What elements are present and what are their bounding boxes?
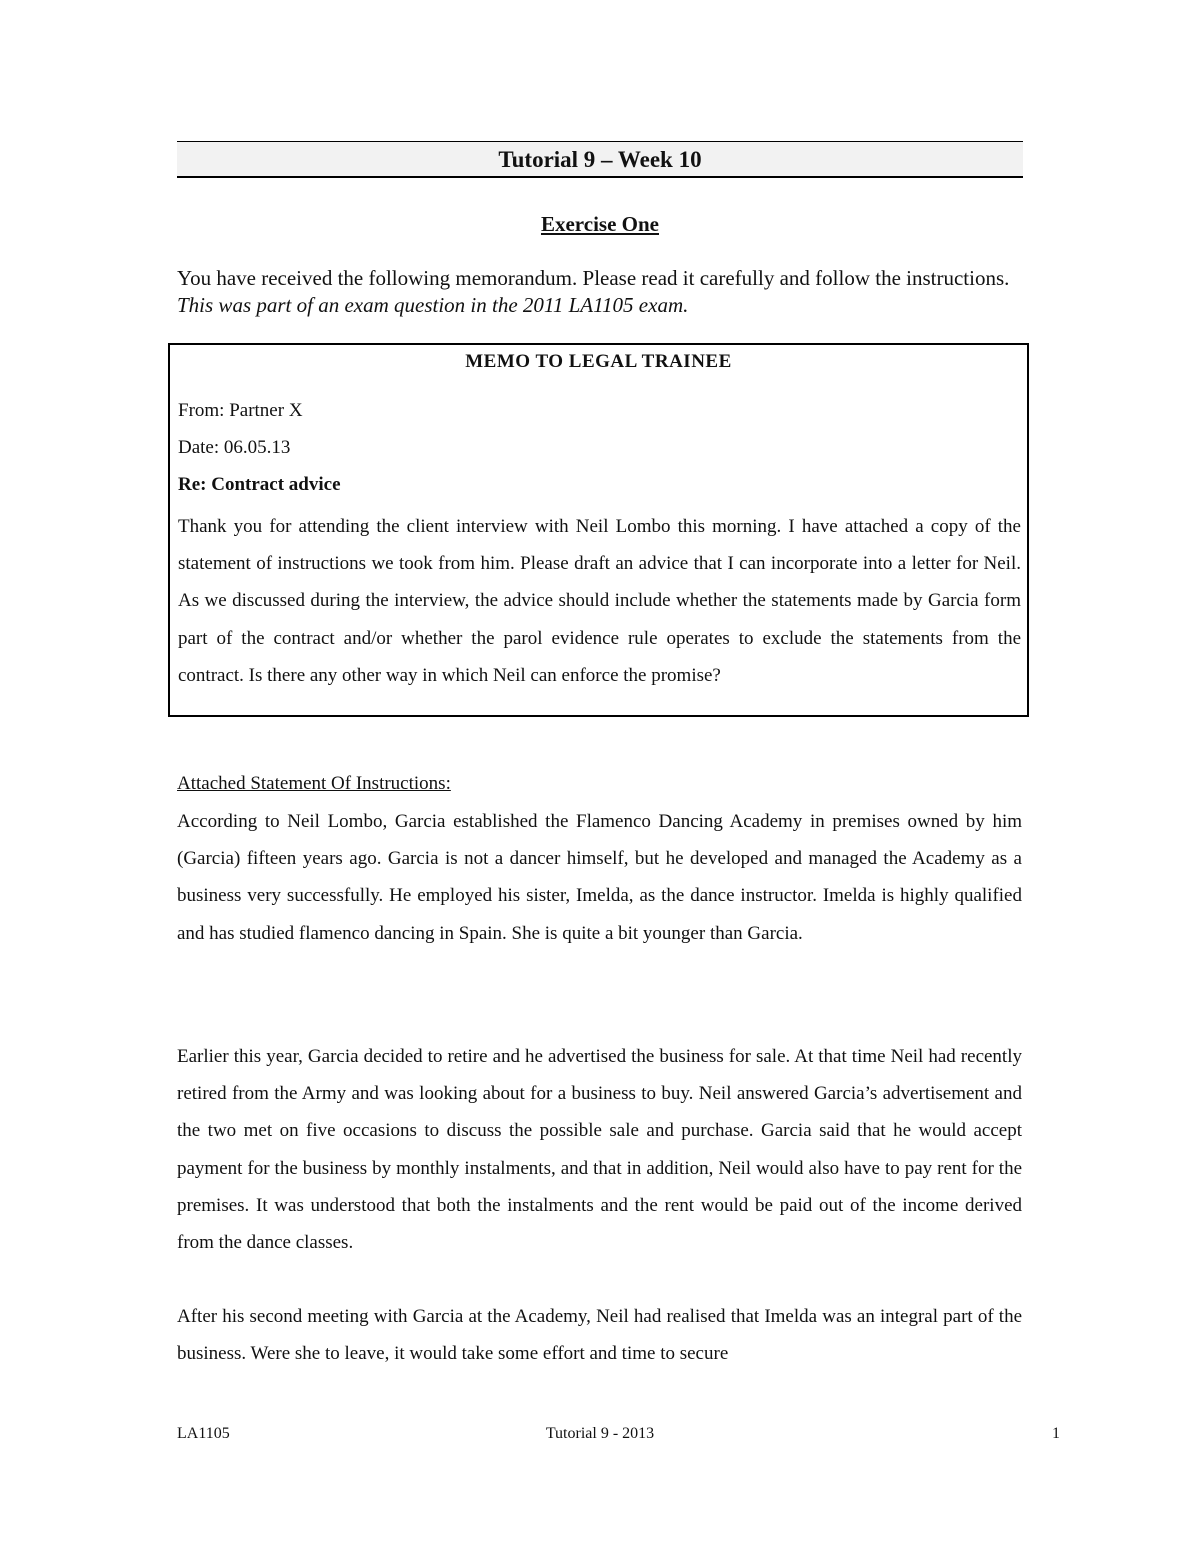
statement-paragraph: According to Neil Lombo, Garcia established the Flamenco Dancing Academy in premises owned by him (Garcia) fifteen years ago. Garcia is not a dancer himself, but he developed and managed the Academy as a business very successfully. He employed his sister, Imelda, as the dance instructor. Imelda is highly qualified and has studied flamenco dancing in Spain. She is quite a bit younger than Garcia. [177,811,1022,944]
memo-box [168,343,1029,717]
title-bar [177,141,1023,178]
memo-heading: MEMO TO LEGAL TRAINEE [465,351,732,372]
intro-paragraph [177,265,1023,319]
page-title: Tutorial 9 – Week 10 [498,147,702,172]
statement-paragraph: After his second meeting with Garcia at the Academy, Neil had realised that Imelda was an integral part of the business. Were she to leave, it would take some effort and time to secure [177,1306,1022,1365]
footer-page-number: 1 [1052,1425,1060,1442]
intro-italic-note: This was part of an exam question in the 2011 LA1105 exam. [177,293,689,317]
footer-title: Tutorial 9 - 2013 [545,1425,655,1442]
exercise-title: Exercise One [540,212,659,236]
footer-course-code: LA1105 [177,1425,230,1442]
statement-heading: Attached Statement Of Instructions: [177,773,451,794]
statement-paragraph: Earlier this year, Garcia decided to retire and he advertised the business for sale. At that time Neil had recently retired from the Army and was looking about for a business to buy. Neil answered Garcia’s advertisement and the two met on five occasions to discuss the possible sale and purchase. Garcia said that he would accept payment for the business by monthly instalments, and that in addition, Neil would also have to pay rent for the premises. It was understood that both the instalments and the rent would be paid out of the income derived from the dance classes. [177,1046,1022,1254]
memo-from: From: Partner X [178,400,303,421]
intro-text: You have received the following memorandum. Please read it carefully and follow the instructions. [177,266,1010,290]
memo-subject: Re: Contract advice [178,474,341,495]
memo-body: Thank you for attending the client interview with Neil Lombo this morning. I have attached a copy of the statement of instructions we took from him. Please draft an advice that I can incorporate into a letter for Neil. As we discussed during the interview, the advice should include whether the statements made by Garcia form part of the contract and/or whether the parol evidence rule operates to exclude the statements from the contract. Is there any other way in which Neil can enforce the promise? [178,516,1021,686]
memo-date: Date: 06.05.13 [178,437,291,458]
